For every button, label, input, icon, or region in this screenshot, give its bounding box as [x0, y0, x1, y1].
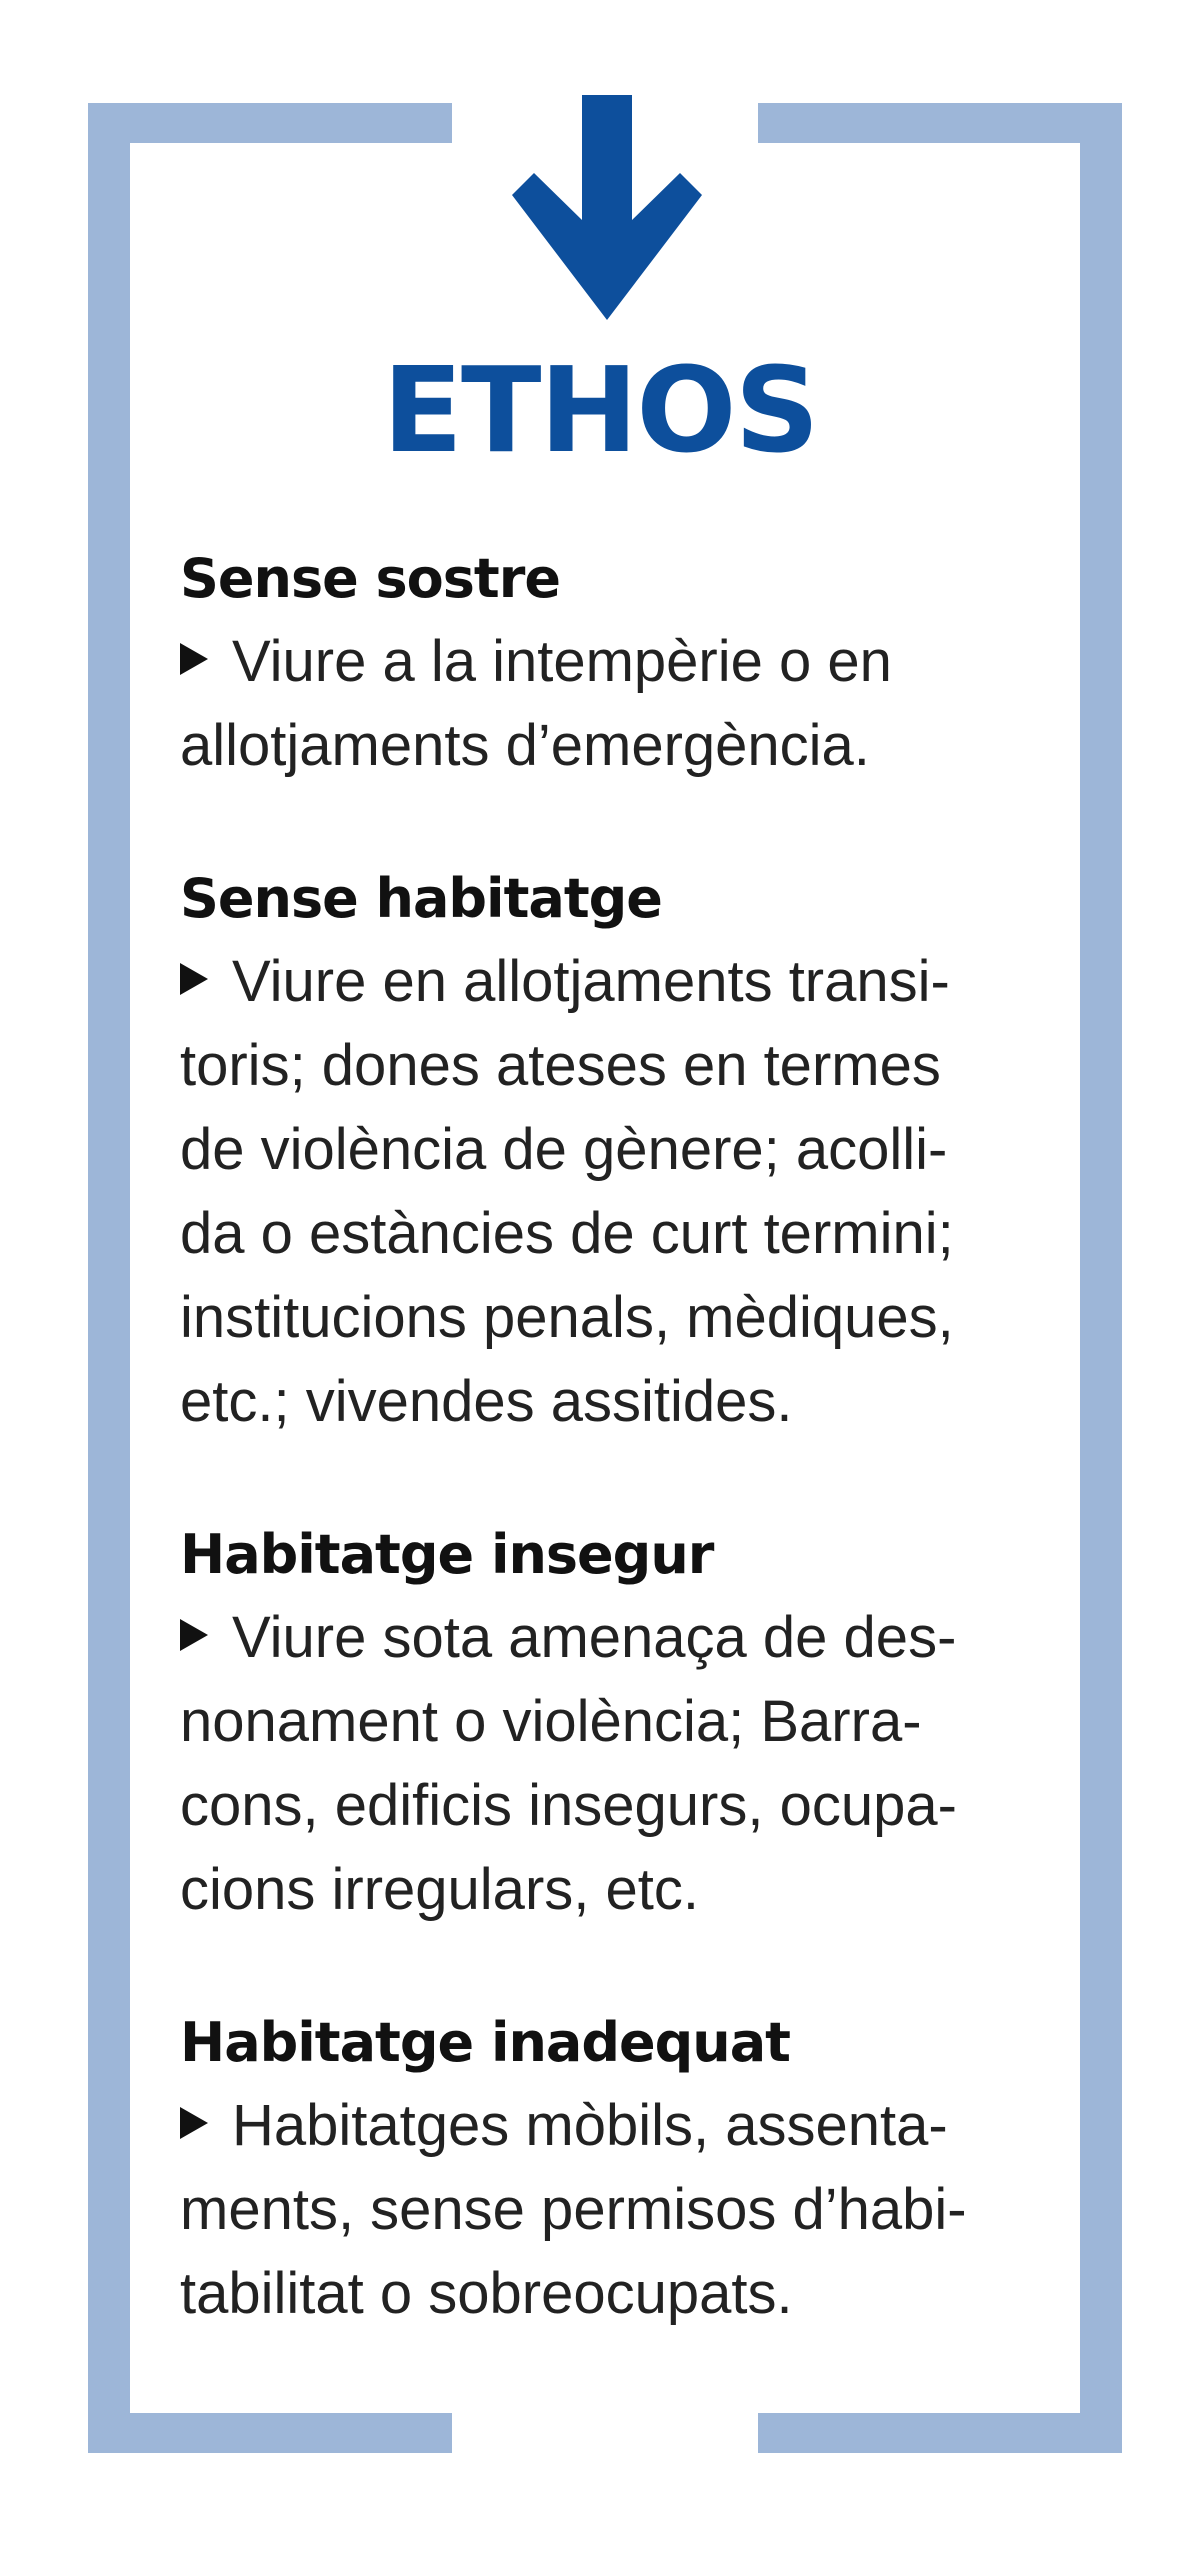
description-line: de violència de gènere; acolli-	[180, 1117, 948, 1182]
section-sense-habitatge	[180, 858, 1040, 1444]
arrow-down-icon	[512, 95, 702, 320]
description-line: toris; dones ateses en termes	[180, 1033, 941, 1098]
description-line: da o estàncies de curt termini;	[180, 1201, 954, 1266]
section-sense-sostre	[180, 538, 1040, 788]
frame-bottom-left-bar	[88, 2413, 452, 2453]
triangle-right-icon	[180, 963, 208, 995]
section-heading: Sense sostre	[180, 547, 560, 610]
triangle-right-icon	[180, 1619, 208, 1651]
description-line: cons, edificis insegurs, ocupa-	[180, 1773, 957, 1838]
section-habitatge-insegur	[180, 1514, 1040, 1932]
section-habitatge-inadequat	[180, 2002, 1040, 2336]
section-heading: Habitatge insegur	[180, 1523, 714, 1586]
description-line: ments, sense permisos d’habi-	[180, 2177, 967, 2242]
page-title: ETHOS	[382, 341, 818, 479]
section-description	[180, 620, 1040, 788]
description-line: cions irregulars, etc.	[180, 1857, 699, 1922]
description-line: allotjaments d’emergència.	[180, 713, 870, 778]
description-line: tabilitat o sobreocupats.	[180, 2261, 793, 2326]
section-description	[180, 1596, 1040, 1932]
frame-top-left-bar	[88, 103, 452, 143]
description-line: institucions penals, mèdiques,	[180, 1285, 954, 1350]
description-line: nonament o violència; Barra-	[180, 1689, 922, 1754]
description-line: Viure sota amenaça de des-	[232, 1605, 957, 1670]
description-line: etc.; vivendes assitides.	[180, 1369, 793, 1434]
section-heading: Sense habitatge	[180, 867, 662, 930]
description-line: Viure en allotjaments transi-	[232, 949, 950, 1014]
section-description	[180, 940, 1040, 1444]
frame-top-right-bar	[758, 103, 1122, 143]
frame-bottom-right-bar	[758, 2413, 1122, 2453]
description-line: Viure a la intempèrie o en	[232, 629, 892, 694]
section-heading: Habitatge inadequat	[180, 2011, 790, 2074]
triangle-right-icon	[180, 643, 208, 675]
section-description	[180, 2084, 1040, 2336]
description-line: Habitatges mòbils, assenta-	[232, 2093, 948, 2158]
definitions-list	[180, 538, 1040, 2406]
triangle-right-icon	[180, 2107, 208, 2139]
